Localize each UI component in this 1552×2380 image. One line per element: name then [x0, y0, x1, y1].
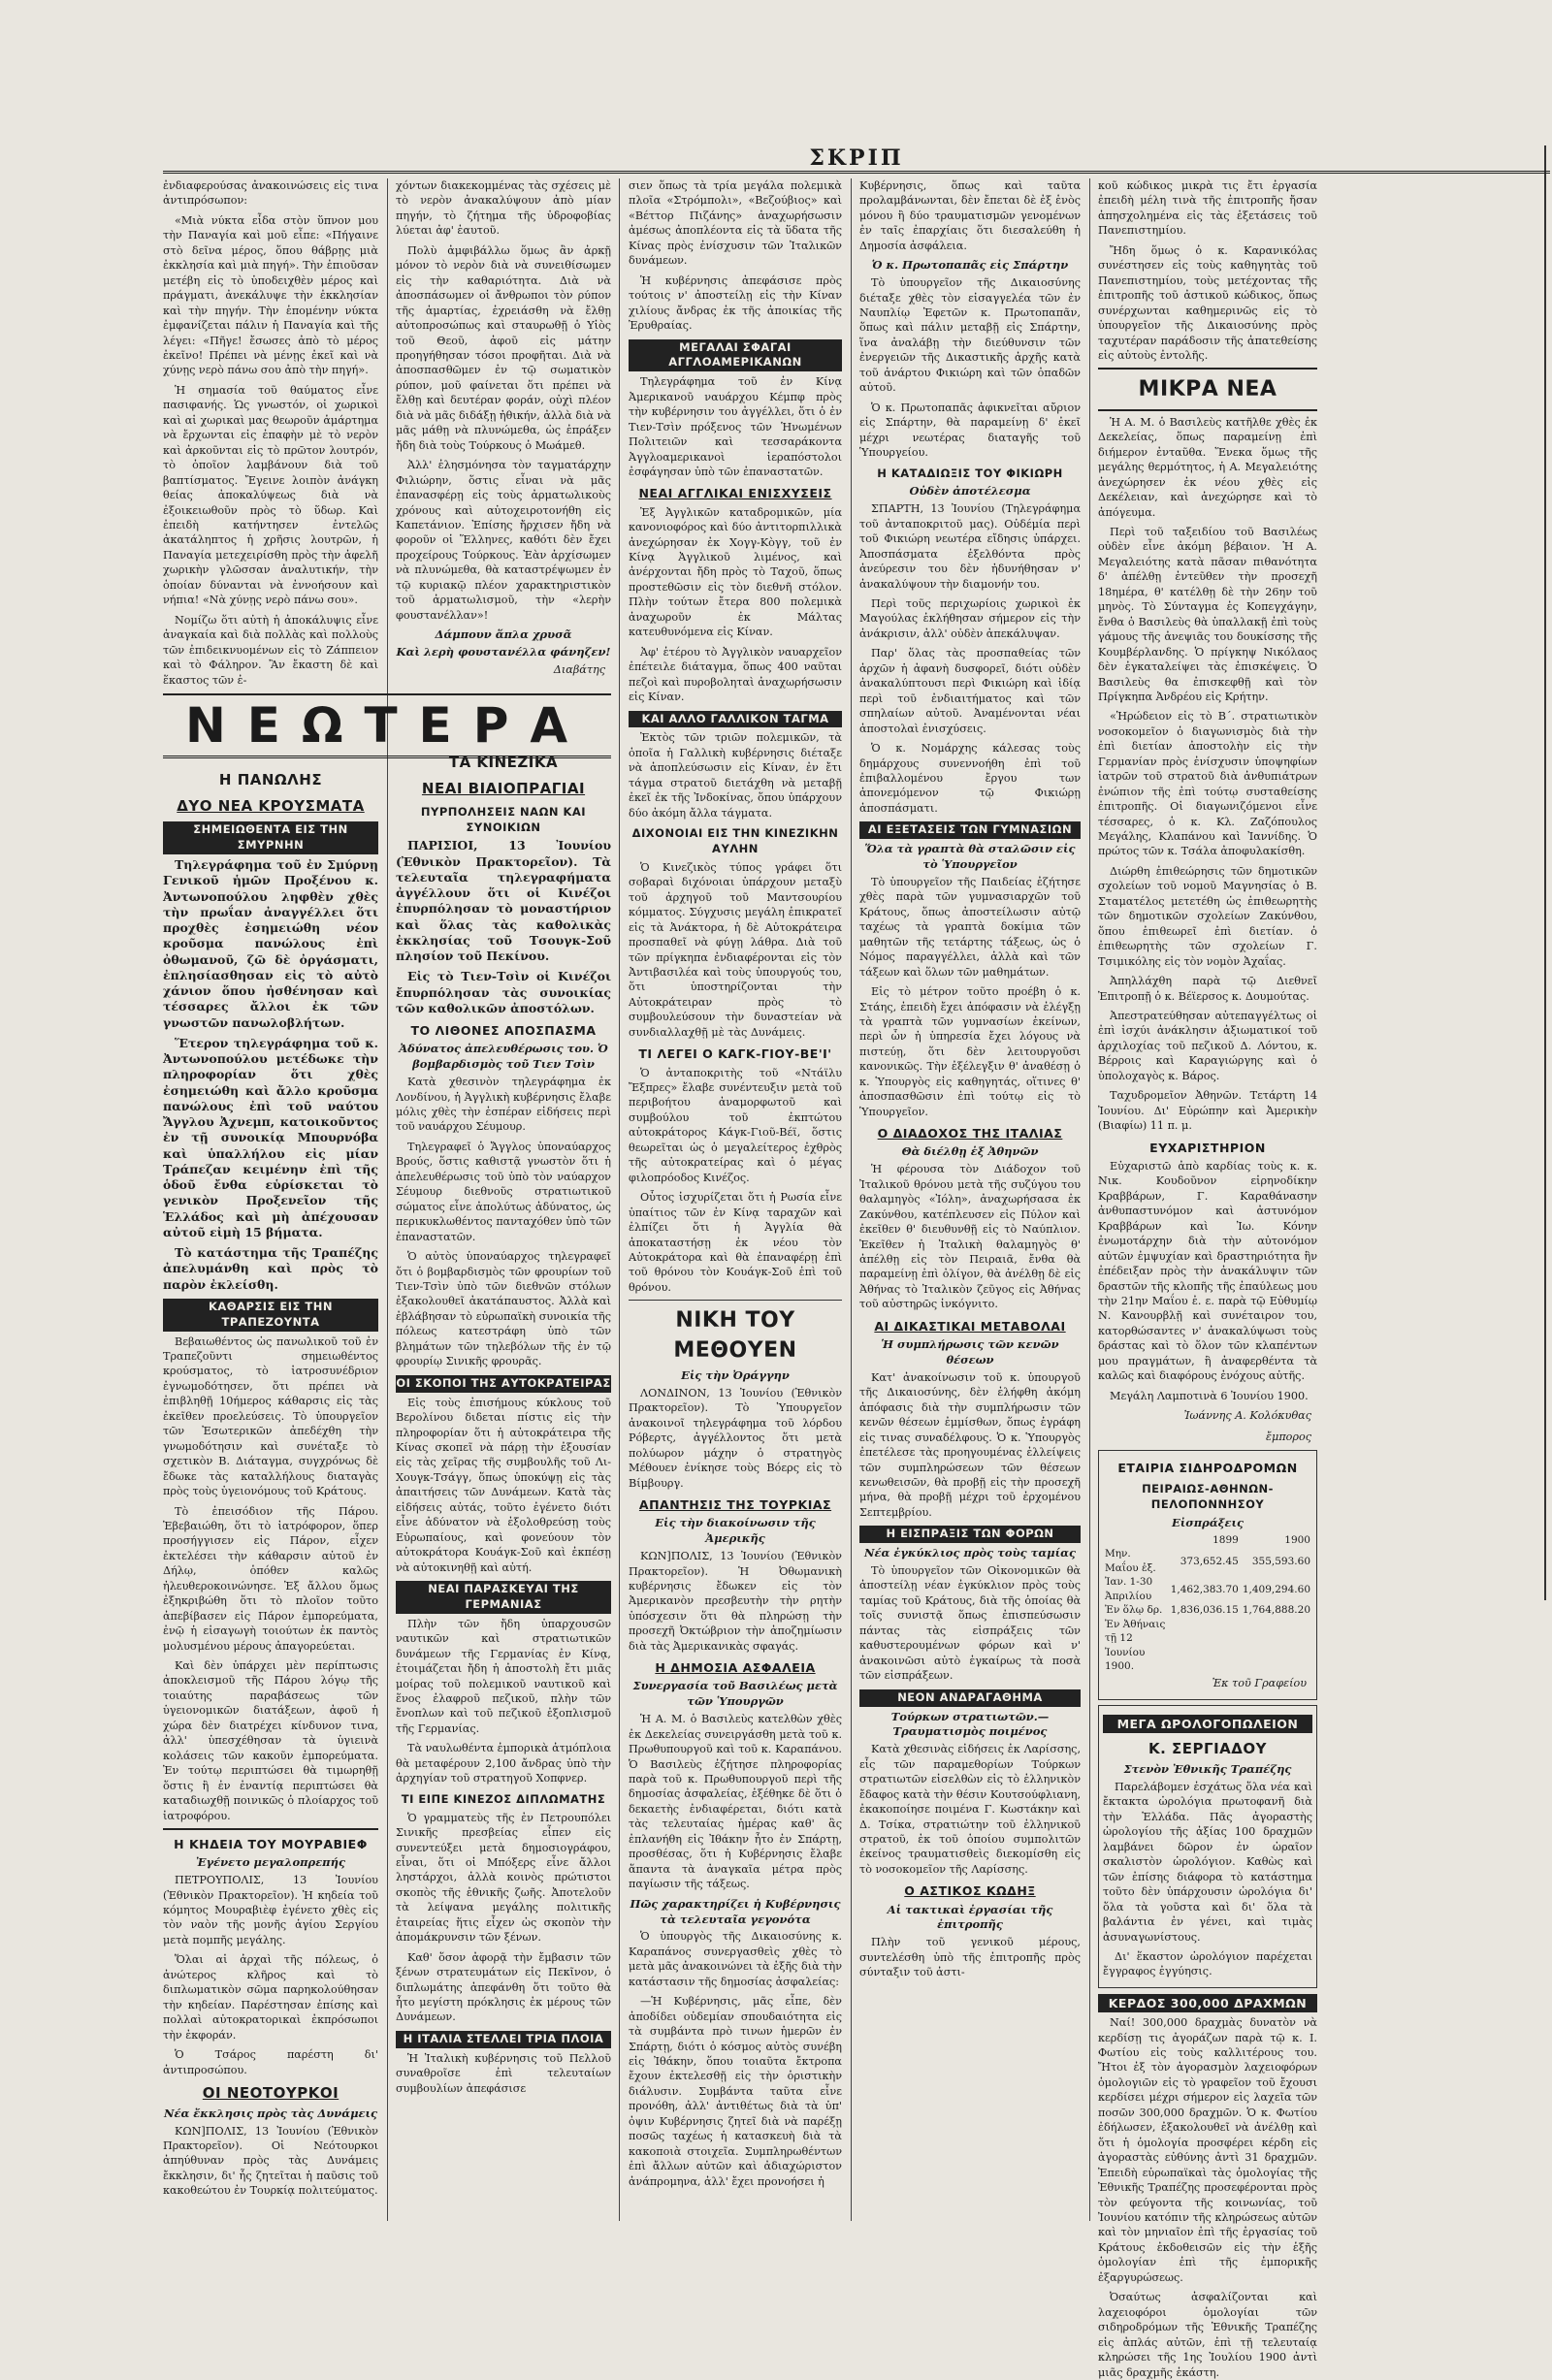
divider: [629, 1300, 842, 1301]
col2-p11: Ἡ Ἰταλικὴ κυβέρνησις τοῦ Πελλοῦ συναθροῖσε ἐπὶ τελευταίων συμβουλίων ἀπεφάσισε: [396, 2051, 611, 2095]
divider: [1098, 409, 1317, 411]
subtitle-apospasma: Ἀδύνατος ἀπελευθέρωσις του. Ὁ βομβαρδισμὸς τοῦ Τιεν Τσὶν: [399, 1042, 608, 1072]
col3-p6: Ὁ ἀνταποκριτὴς τοῦ «Ντάϊλυ Ἔξπρες» ἔλαβε συνέντευξιν μετὰ τοῦ περιβοήτου ἀναμορφωτοῦ καὶ συμβούλου τοῦ ἐκπτώτου αὐτοκράτορος Κάγκ-Γιοῦ-Βέϊ, ὅστις θεωρεῖται ὡς ὁ μεγαλείτερος ἐχθρὸς τῆς αὐτοκρατείρας καὶ ὁ μέγας φιλοπρόοδος Κινέζος.: [629, 1066, 842, 1184]
col2-p3: Κατὰ χθεσινὸν τηλεγράφημα ἐκ Λονδίνου, ἡ Ἀγγλικὴ κυβέρνησις ἔλαβε μόλις χθὲς τὴν ἐσπέραν εἰδήσεις περὶ τοῦ ναυάρχου Σέυμουρ.: [396, 1076, 611, 1134]
col1-p2: Ἕτερον τηλεγράφημα τοῦ κ. Ἀντωνοπούλου μετέδωκε τὴν πληροφορίαν ὅτι χθὲς ἐσημειώθη καὶ ἄλλο κροῦσμα πανώλους ἐπὶ τοῦ ναύτου Ἄγγλου Ἀχνεμπ, κατοικοῦντος ἐν τῇ συνοικίᾳ Μπουρνόβα καὶ ὑπαλλήλου εἰς μίαν Τράπεζαν κειμένην ἐπὶ τῆς ὁδοῦ ἔνθα εὑρίσκεται τὸ γενικὸν Προξενεῖον τῆς Ἑλλάδος καὶ μὴ ἀπέχουσαν αὐτοῦ εἰμὴ 15 βήματα.: [163, 1035, 378, 1239]
watch-shop-ad: [1098, 1705, 1317, 1988]
subtitle-egkyklios: Νέα ἐγκύκλιος πρὸς τοὺς ταμίας: [863, 1546, 1077, 1560]
col2-p4: Τηλεγραφεῖ ὁ Ἄγγλος ὑποναύαρχος Βρούς, ὅστις καθιστᾷ γνωστὸν ὅτι ἡ ἀπελευθέρωσις τοῦ ὑπὸ τὸν ναύαρχον Σέυμουρ διεθνοῦς στρατιωτικοῦ σώματος εἶνε ἀπολύτως ἀδύνατος, ὡς περικυκλωθέντος πανταχόθεν ὑπὸ τῶν ἐπαναστατῶν.: [396, 1140, 611, 1243]
subhead-galliko-tagma: ΚΑΙ ΑΛΛΟ ΓΑΛΛΙΚΟΝ ΤΑΓΜΑ: [629, 711, 842, 728]
subtitle-kyvernisis: Πῶς χαρακτηρίζει ἡ Κυβέρνησις τὰ τελευταῖα γεγονότα: [630, 1896, 841, 1926]
divider: [1098, 368, 1317, 370]
masthead: [163, 145, 1550, 174]
subhead-foroi: Η ΕΙΣΠΡΑΞΙΣ ΤΩΝ ΦΟΡΩΝ: [859, 1526, 1081, 1543]
subhead-gymnasia: ΑΙ ΕΞΕΤΑΣΕΙΣ ΤΩΝ ΓΥΜΝΑΣΙΩΝ: [859, 821, 1081, 839]
col4-p13: Πλὴν τοῦ γενικοῦ μέρους, συντελέσθη ὑπὸ τῆς ἐπιτροπῆς πρὸς σύνταξιν τοῦ ἀστι-: [859, 1936, 1081, 1979]
col3-p9: ΚΩΝ]ΠΟΛΙΣ, 13 Ἰουνίου (Ἐθνικὸν Πρακτορεῖον). Ἡ Ὀθωμανικὴ κυβέρνησις ἔδωκεν εἰς τὸν Ἀμερικανὸν πρεσβευτὴν τὴν ρητὴν ὑπόσχεσιν ὅτι θὰ πληρώσῃ τὴν προσεχῆ Ὀκτώβριον τὴν ἀποζημίωσιν διὰ τὰς Ἀμερικανικὰς σφαγάς.: [629, 1550, 842, 1653]
col5-p0: κοῦ κώδικος μικρὰ τις ἔτι ἐργασία ἐπειδὴ μέλη τινὰ τῆς ἐπιτροπῆς ἤσαν ἀπησχολημένα εἰς τὰς ἐξετάσεις τοῦ Πανεπιστημίου.: [1098, 179, 1317, 238]
col3-p0: σιεν ὅπως τὰ τρία μεγάλα πολεμικὰ πλοῖα «Στρόμπολι», «Βεζούβιος» καὶ «Βέττορ Πιζάνης» ἀναχωρήσωσιν ἀμέσως ἀποπλέοντα εἰς τὰ ὕδατα τῆς Κίνας πρὸς ἐνίσχυσιν τῶν Ἰταλικῶν δυνάμεων.: [629, 179, 842, 268]
col3-p11: Ὁ ὑπουργὸς τῆς Δικαιοσύνης κ. Καραπάνος συνεργασθεὶς χθὲς τὸ μετὰ μᾶς ἀνακοινώνει τὰ ἑξῆς διὰ τὴν κατάστασιν τῆς δημοσίας ἀσφαλείας:: [629, 1930, 842, 1988]
col1-p5: Τὸ ἐπεισόδιον τῆς Πάρου. Ἐβεβαιώθη, ὅτι τὸ ἰατρόφορον, ὅπερ προσήγγισεν εἰς Πάρον, εἶχεν ἐκτελέσει τὴν κάθαρσιν αὐτοῦ ἐν Δήλῳ, ὁπόθεν καλῶς ἠλευθεροκοινώνησε. Ἐξ ἄλλου ὅμως ἐξηκριβώθη ὅτι τὸ πλοῖον τοῦτο ἀπεβίβασεν εἰς Πάρον ἐμπορεύματα, ἐνῷ ἡ εἰσαγωγὴ τοιούτων ἐκ παντὸς μολυσμένου μέρους ἀπαγορεύεται.: [163, 1504, 378, 1653]
signature-emporos: ἔμπορος: [1266, 1430, 1311, 1443]
col2-p7: Πλὴν τῶν ἤδη ὑπαρχουσῶν ναυτικῶν καὶ στρατιωτικῶν δυνάμεων τῆς Γερμανίας ἐν Κίνᾳ, ἑτοιμάζεται ἤδη ἡ ἀποστολὴ ἔτι μιᾶς μοίρας τοῦ πολεμικοῦ ναυτικοῦ καὶ ἕνος ἐλαφροῦ πεζικοῦ, πλὴν τῶν ἔνοπλων καὶ τοῦ πεζικοῦ ἐξοπλισμοῦ τῆς Γερμανίας.: [396, 1617, 611, 1735]
col2-top-p3: Ἀλλ' ἐλησμόνησα τὸν ταγματάρχην Φιλιώρην, ὅστις εἶναι νὰ μᾶς ἐπανασφέρῃ εἰς τοὺς ἀρματωλικοὺς χρόνους καὶ αὐτοχειροτονήθη εἰς Καπετάνιον. Ἐπίσης ἤρχισεν ἤδη νὰ φοροῦν οἱ Ἕλληνες, καθότι δὲν ἔχει προχείρους Τούρκους. Ἐὰν ἀρχίσωμεν νὰ πλυνώμεθα, θὰ καταστρέψωμεν ἐν τῷ κυριακῷ πλέον χαρακτηριστικὸν τοῦ ἀρματωλισμοῦ, τὴν «λερὴν φουστανέλλαν»!: [396, 459, 611, 622]
poem-line-1: Δάμπουν ἅπλα χρυσᾶ: [435, 627, 572, 642]
column-rule: [1089, 178, 1090, 2221]
col4-p12: Κατὰ χθεσινὰς εἰδήσεις ἐκ Λαρίσσης, εἷς τῶν παραμεθορίων Τούρκων στρατιωτῶν εἰσελθὼν εἰς τὸ ἑλληνικὸν ἔδαφος κατὰ τὴν θέσιν Κουτσούφλιανη, ἐκακοποίησε ποιμένα Γ. Κωστάκην καὶ Δ. Τσίκα, στρατιώτην τοῦ ἑλληνικοῦ στρατοῦ, ἐκ τοῦ ὁποίου συμπολιτῶν ἐκείνος τραυματισθεὶς διεκομίσθη εἰς τὸ νοσοκομεῖον τῆς Λαρίσσης.: [859, 1743, 1081, 1876]
subtitle-eispraxeis: Εἰσπράξεις: [1171, 1516, 1245, 1530]
col2-top-p2: Πολὺ ἀμφιβάλλω ὅμως ἂν ἀρκῇ μόνον τὸ νερὸν διὰ νὰ συνειθίσωμεν εἰς τὴν καθαριότητα. Διὰ νὰ ἀποσπάσωμεν οἱ ἄνθρωποι τὸν ρύπον τῆς ἁμαρτίας, ἐχρειάσθη νὰ ἔλθῃ αὐτοπροσώπως καὶ σταυρωθῇ ὁ Υἱὸς τοῦ Θεοῦ, ἀφοῦ εἰς μάτην προηγήθησαν τόσοι προφῆται. Διὰ νὰ ἀποσπασθῶμεν ἐν τῷ σωματικὸν ρύπον, μοῦ φαίνεται ὅτι πρέπει νὰ ἔλθῃ καὶ δευτέραν φοράν, οὐχὶ πλέον διὰ νὰ μᾶς διδάξῃ ἠθικήν, ἀλλὰ διὰ νὰ μᾶς μάθῃ νὰ πλυνώμεθα, ὡς ἐπράξεν ἤδη διὰ τοὺς Τούρκους ὁ Μωάμεθ.: [396, 243, 611, 452]
subtitle-symplirosis: Ἡ συμπλήρωσις τῶν κενῶν θέσεων: [881, 1337, 1059, 1367]
col1-top-p3: Ἡ σημασία τοῦ θαύματος εἶνε πασιφανής. Ὡς γνωστόν, οἱ χωρικοὶ καὶ αἱ χωρικαὶ μας θεωροῦν ἁμάρτημα νὰ ἔρχωνται εἰς ἐπαφὴν μὲ τὸ νερὸν καὶ ἀρκοῦνται εἰς τὸ πρῶτον λουτρόν, τὸ ὁποῖον λαμβάνουν διὰ τοῦ βαπτίσματος. Ἔγεινε λοιπὸν ἀνάγκη θείας ἀποκαλύψεως διὰ νὰ ἐξοικειωθοῦν πρὸς τὸ ὕδωρ. Καὶ ἐπειδὴ κατήντησεν ἐντελῶς ἀκατάληπτος ἡ χρῆσις λουτρῶν, ἡ Παναγία μετεχειρίσθη πρὸς τὴν ἀφελῆ χωρικὴν γλῶσσαν ἀναλυτικήν, τὴν ὁποίαν δύνανται νὰ ἐννοήσουν καὶ νήπια! «Νὰ χύνῃς νερὸ πάνω σου».: [163, 383, 378, 607]
column-1: [163, 178, 378, 2221]
col4-p0: Κυβέρνησις, ὅπως καὶ ταῦτα προλαμβάνωνται, δὲν ἔπεται δὲ ἐξ ἑνὸς μόνου ἢ δύο τραυματισμῶν γενομένων ἐν ταῖς ἐπαρχίαις ὅτι διεσαλεύθη ἡ Δημοσία ἀσφάλεια.: [859, 179, 1081, 252]
col5-p3: Περὶ τοῦ ταξειδίου τοῦ Βασιλέως οὐδὲν εἶνε ἀκόμη βέβαιον. Ἡ Α. Μεγαλειότης κατὰ πᾶσαν πιθανότητα δ' ἀπέλθῃ ἐντεῦθεν τὴν προσεχῆ 18ημέρα, θ' κατέλθῃ δὲ τὴν 26ην τοῦ μηνὸς. Τὸ Σύνταγμα ἐς Κοπεγχάγην, ἔνθα ὁ Βασιλεὺς θὰ ὑπαλλακῇ ἐπὶ τοὺς γάμους τῆς ἀνεψιᾶς του δουκίσσης τῆς Κουμβέρλανδης. Ὁ πρίγκηψ Νικόλαος δὲν ἐγκαταλείψει τὰς ἐπισκέψεις. Ὁ Βασιλεὺς θα ἐπισκεφθῇ καὶ τὸν Πρίγκηπα Ἀνδρέου εἰς Κρήτην.: [1098, 525, 1317, 703]
column-rule: [851, 178, 852, 2221]
col4-p6: Ὁ κ. Νομάρχης κάλεσας τοὺς δημάρχους συνεννοήθη ἐπὶ τοῦ ἐπιβαλλομένου ἔργου των ἀπονεμόμενον τῷ Φικιώρῃ ἀποσπάσματι.: [859, 742, 1081, 815]
author-signature: Διαβάτης: [553, 662, 605, 676]
col1-p1: Τηλεγράφημα τοῦ ἐν Σμύρνῃ Γενικοῦ ἡμῶν Προξένου κ. Ἀντωνοπούλου ληφθὲν χθὲς τὴν πρωΐαν ἀναγγέλλει ὅτι προχθὲς ἐσημειώθη νέον κροῦσμα πανώλους ἐπὶ ὀθωμανοῦ, ζῶ δὲ ὀργάσματι, ἐπλησίασθησαν εἰς τὸ αὐτὸ χάνιον ὅπου ἠσθένησαν καὶ τέσσαρες ἄλλοι ἐκ τῶν γνωστῶν πανωλοβλήτων.: [163, 857, 378, 1030]
headline-peiraios: ΠΕΙΡΑΙΩΣ-ΑΘΗΝΩΝ-ΠΕΛΟΠΟΝΝΗΣΟΥ: [1142, 1482, 1274, 1512]
subtitle-stenon: Στενὸν Ἐθνικῆς Τραπέζης: [1123, 1762, 1292, 1777]
subtitle-oraggi: Εἰς τὴν Ὀράγγην: [681, 1368, 790, 1383]
column-5: [1098, 178, 1317, 2379]
col2-p6: Εἰς τοὺς ἐπισήμους κύκλους τοῦ Βερολίνου διδεται πίστις εἰς τὴν πληροφορίαν ὅτι ἡ αὐτοκράτειρα τῆς Κίνας σκοπεῖ νὰ πάρῃ τὴν ἐξουσίαν εἰς τὰς χεῖρας τῆς συμβουλῆς τοῦ Λι-Χουγκ-Τσάγγ, ὅπως ὑποκύψῃ εἰς τὰς ἀπαιτήσεις τῶν Δυνάμεων. Κατὰ τὰς εἰδήσεις αὐτάς, τοῦτο ἐγένετο διότι εἶνε ἀδύνατον νὰ ἐξολοθρεύσῃ τοὺς Εὐρωπαίους, καὶ φονεύουν τὸν αὐτοκράτορα Κουάγκ-Σοῦ καὶ ἐκπέσῃ νὰ αὐτοκινηθῇ καὶ αὐτή.: [396, 1396, 611, 1574]
col4-p1: Τὸ ὑπουργεῖον τῆς Δικαιοσύνης διέταξε χθὲς τὸν εἰσαγγελέα τῶν ἐν Ναυπλίῳ Ἐφετῶν κ. Πρωτοπαπᾶν, ὅπως καὶ πάλιν μεταβῇ εἰς Σπάρτην, ἵνα ἀναλάβῃ τὴν διεύθυνσιν τῶν ἐνεργειῶν τῆς Δικαστικῆς ἀρχῆς κατὰ τοῦ ἀνάρτου Φικιώρη καὶ τῶν ὀπαδῶν αὐτοῦ.: [859, 276, 1081, 395]
col1-top-p2: «Μιὰ νύκτα εἶδα στὸν ὕπνον μου τὴν Παναγία καὶ μοῦ εἶπε: «Πήγαινε στὸ δεῖνα μέρος, ὅπου θάβρῃς μιὰ ἐκκλησία καὶ μιὰ πηγή». Τὴν ἐπιοῦσαν μετέβη εἰς τὸ ὑποδειχθὲν μέρος καὶ πράγματι, ἀνεκάλυψε τὴν ἐκκλησίαν καὶ τὴν πηγήν. Τὴν ἑπομένην νύκτα ἐμφανίζεται πάλιν ἡ Παναγία καὶ τῆς λέγει: «Πῆγε! ἔσωσες ἀπὸ τὸ μέρος ἐκεῖνο! Πρέπει νὰ μένῃς ἐκεῖ καὶ νὰ χύνῃς νερὸ πάνω σου ἀπὸ τὴν πηγή».: [163, 213, 378, 377]
col1-p9: Ὁ Τσάρος παρέστη δι' ἀντιπροσώπου.: [163, 2048, 378, 2076]
headline-tourkia: ΑΠΑΝΤΗΣΙΣ ΤΗΣ ΤΟΥΡΚΙΑΣ: [638, 1497, 832, 1513]
headline-astikos-kodix: Ο ΑΣΤΙΚΟΣ ΚΩΔΗΞ: [904, 1883, 1036, 1899]
headline-panolis: Η ΠΑΝΩΛΗΣ: [218, 770, 323, 788]
col5-p4: «Ἡρώδειον εἰς τὸ Β΄. στρατιωτικὸν νοσοκομεῖον ὁ διαγωνισμὸς διὰ τὴν ἐπὶ διετίαν ἀποστολὴν εἰς τὴν Γερμανίαν πρὸς ἐνίσχυσιν ὑποψηφίων ἰατρῶν τοῦ στρατοῦ διὰ ἀνθυπιάτρων ἐνώπιον τῆς ἐπὶ τούτῳ συσταθείσης ἐπιτροπῆς. Οἱ διαγωνιζόμενοι εἶνε τέσσαρες, ὁ κ. Κλ. Ζαζόπουλος Μεγάλης, Κλαπάνου καὶ Ἰαννίδης. Ὁ πρώτος τῶν κ. Τσάλα ἀποφυλακίσθη.: [1098, 710, 1317, 858]
subhead-smyrni: ΣΗΜΕΙΩΘΕΝΤΑ ΕΙΣ ΤΗΝ ΣΜΥΡΝΗΝ: [163, 821, 378, 854]
col4-p5: Παρ' ὅλας τὰς προσπαθείας τῶν ἀρχῶν ἡ ἀφανὴ δυσφορεῖ, διότι οὐδὲν ἀνακαλύπτουσι περὶ Φικιώρη καὶ ἰδίᾳ περὶ τοῦ ἐνδιαιτήματος καὶ τῶν σπηλαίων αὐτοῦ. Ἀναμένονται νέαι ἀποστολαὶ ἐνισχύσεις.: [859, 647, 1081, 735]
col5-p5: Διώρθη ἐπιθεώρησις τῶν δημοτικῶν σχολείων τοῦ νομοῦ Μαγνησίας ὁ Β. Σταματέλος μετετέθη ὡς ἐπιθεωρητὴς τῶν δημοτικῶν σχολείων Ζακύνθου, ὅπου ἐπιθεωρεῖ ἐπὶ διετίαν. ὁ ἐπιθεωρητὴς τῶν σχολείων Γ. Τσιμικόλης εἰς τὸν νομὸν Ἀχαΐας.: [1098, 864, 1317, 968]
headline-eucharistirion: ΕΥΧΑΡΙΣΤΗΡΙΟΝ: [1149, 1140, 1266, 1155]
col1-top-p4: Νομίζω ὅτι αὐτὴ ἡ ἀποκάλυψις εἶνε ἀναγκαία καὶ διὰ πολλὰς καὶ πολλοὺς τῶν ἐπιδεικνυομένων εἰς τὸ Ζάππειον καὶ τὸ Φάληρον. Ἂν ἔκαστη δὲ καὶ ἕκαστος τῶν ἐ-: [163, 613, 378, 687]
col2-p1: ΠΑΡΙΣΙΟΙ, 13 Ἰουνίου (Ἐθνικὸν Πρακτορεῖον). Τὰ τελευταῖα τηλεγραφήματα ἀγγέλλουν ὅτι οἱ Κινέζοι ἐπυρπόλησαν τὸ μοναστήριον καὶ ὅλας τὰς καθολικὰς ἐκκλησίας τοῦ Τσουγκ-Σοῦ πλησίον τοῦ Πεκίνου.: [396, 838, 611, 964]
headline-kagk-giou-vei: ΤΙ ΛΕΓΕΙ Ο ΚΑΓΚ-ΓΙΟΥ-ΒΕ'Ι': [638, 1046, 832, 1062]
railway-signature: Ἐκ τοῦ Γραφείου: [1212, 1676, 1307, 1689]
col5-p9: Εὐχαριστῶ ἀπὸ καρδίας τοὺς κ. κ. Νικ. Κουδοῦνον εἰρηνοδίκην Κραββάρων, Γ. Καραθάνασην ἀνθυπαστυνόμον καὶ ἀστυνόμον Κραββάρων καὶ Ἰω. Κόνην ἐνωμοτάρχην διὰ τὴν αὐτονόμον αὐτῶν ἐμψυχίαν καὶ δραστηριότητα ἣν ἐπέδειξαν πρὸς τὴν ἀνακάλυψιν τῶν δραστῶν τῆς κλοπῆς τῆς ἐπαύλεως μου τὴν 21ην Μαΐου ἐ. ε. παρὰ τῷ Εὐθυμίῳ Ν. Κανουρβλῇ καὶ συνέταιρον του, κατορθώσαντες ν' ἀνακαλύψωσι τοὺς δράστας καὶ τὸ ὅλον τῶν κλαπέντων μου πραγμάτων, ἣ ἀναφερθέντα τὰ καλῶς καὶ διαφόρους ἐνόχους αὐτῆς.: [1098, 1159, 1317, 1383]
column-4: [859, 178, 1081, 2221]
railway-ad: [1098, 1450, 1317, 1700]
col3-p12: —Ἡ Κυβέρνησις, μᾶς εἶπε, δὲν ἀποδίδει οὐδεμίαν σπουδαιότητα εἰς τὰ συμβάντα πρὸ τινων ἡμερῶν ἐν Σπάρτῃ, διότι ὁ κόσμος αὐτὸς συνέβη εἰς Ἰθάκην, ὅπου τοιαῦτα ἔκτροπα ἔχουν ἐκτελεσθῇ εἰς τὴν ὁριστικὴν διάλυσιν. Συμβάντα ταῦτα εἶνε προνόθη, ἀλλ' ἀντιθέτως διὰ τὰ ὑπ' ὀψιν Κυβέρνησις ζητεῖ διὰ νὰ παρέξῃ ποσῶς ταχέως ἡ κατασκευὴ διὰ τὰ κακοποιὰ στοιχεῖα. Συμπληρωθέντων ἐπὶ ἄλλων αὐτῶν καὶ ἀδιαχώριστον ἀνάπρομηνα, ἀλλ' ἔχει προνοήσει ἡ: [629, 1995, 842, 2188]
signature-kolokythas: Ἰωάννης Α. Κολόκυθας: [1183, 1409, 1311, 1423]
headline-mikra-nea: ΜΙΚΡΑ ΝΕΑ: [1138, 377, 1277, 402]
headline-enisxyseis: ΝΕΑΙ ΑΓΓΛΙΚΑΙ ΕΝΙΣΧΥΣΕΙΣ: [638, 486, 832, 501]
col5-p14: Ὀσαύτως ἀσφαλίζονται καὶ λαχειοφόροι ὁμολογίαι τῶν σιδηροδρόμων τῆς Ἐθνικῆς Τραπέζης εἰς ἀπλάς αὐτῶν, ἐπὶ τῇ τελευταίᾳ κληρώσει τῆς 1ης Ἰουλίου 1900 ἀντὶ μιᾶς δραχμῆς ἑκάστη.: [1098, 2291, 1317, 2379]
col2-top-p1: χόντων διακεκομμένας τὰς σχέσεις μὲ τὸ νερὸν ἀνακαλύψουν ἀπὸ μίαν πηγήν, τὸ ζήτημα τῆς ὑδροφοβίας λύεται ἀφ' ἑαυτοῦ.: [396, 179, 611, 238]
table-row: Ἐν ὅλῳ δρ. 1,836,036.15 1,764,888.20: [1105, 1604, 1310, 1617]
headline-apospasma: ΤΟ ΛΙΘΟΝΕΣ ΑΠΟΣΠΑΣΜΑ: [410, 1023, 597, 1039]
col3-p10: Ἡ Α. Μ. ὁ Βασιλεὺς κατελθὼν χθὲς ἐκ Δεκελείας συνειργάσθη μετὰ τοῦ κ. Πρωθυπουργοῦ καὶ τοῦ κ. Καραπάνου. Ὁ Βασιλεὺς ἐζήτησε πληροφορίας παρὰ τοῦ κ. Πρωθυπουργοῦ περὶ τῆς δημοσίας ἀσφαλείας, ἐξέθηκε δὲ ὅτι ὁ δεκαετὴς ἐνδιαφέρεται, διότι κατὰ τὰς τελευταίας ἡμέρας καθ' ἃς ἐπλανήθη εἰς Ἰθάκην ἦτο ἐν Σπάρτῃ, προσθέσας, ὅτι ἡ Κυβέρνησις ἔλαβε ἅπαντα τὰ ἀναγκαῖα μέτρα πρὸς παγίωσιν τῆς τάξεως.: [629, 1713, 842, 1891]
headline-mouraviev: Η ΚΗΔΕΙΑ ΤΟΥ ΜΟΥΡΑΒΙΕΦ: [174, 1837, 368, 1852]
col5-p6: Ἀπηλλάχθη παρὰ τῷ Διεθνεῖ Ἐπιτροπῇ ὁ κ. Βέϊερσος κ. Δουμούτας.: [1098, 975, 1317, 1003]
subhead-germania: ΝΕΑΙ ΠΑΡΑΣΚΕΥΑΙ ΤΗΣ ΓΕΡΜΑΝΙΑΣ: [396, 1581, 611, 1614]
col4-p11: Τὸ ὑπουργεῖον τῶν Οἰκονομικῶν θὰ ἀποστείλῃ νέαν ἐγκύκλιον πρὸς τοὺς ταμίας τοῦ Κράτους, διὰ τῆς ὁποίας θὰ τοῖς συνιστᾷ ὅπως ἐπισπεύσωσιν πάντας τὰς εἰσπράξεις τῶν καθυστερουμένων φόρων καὶ ν' ἀνακοινῶσι αὐτὸ ἐγκαίρως τὰ ποσὰ τῶν εἰσπράξεων.: [859, 1564, 1081, 1683]
col5-p10: Μεγάλη Λαμποτινὰ 6 Ἰουνίου 1900.: [1110, 1389, 1309, 1402]
col5-p12: Δι' ἕκαστον ὡρολόγιον παρέχεται ἔγγραφος ἐγγύησις.: [1103, 1949, 1312, 1978]
subhead-skopoi: ΟΙ ΣΚΟΠΟΙ ΤΗΣ ΑΥΤΟΚΡΑΤΕΙΡΑΣ: [396, 1375, 611, 1393]
col1-top-p1: ἐνδιαφερούσας ἀνακοινώσεις εἰς τινα ἀντιπρόσωπον:: [163, 179, 378, 208]
headline-sergiadou: Κ. ΣΕΡΓΙΑΔΟΥ: [1148, 1740, 1267, 1758]
col4-p4: Περὶ τοῦς περιχωρίοις χωρικοὶ ἐκ Μαγούλας ἐκλήθησαν σήμερον εἰς τὴν ἀνάκρισιν, ἀλλ' οὐδὲν ἀπεκάλυψαν.: [859, 597, 1081, 640]
col4-p7: Τὸ ὑπουργεῖον τῆς Παιδείας ἐζήτησε χθὲς παρὰ τῶν γυμνασιαρχῶν τοῦ Κράτους, ὅπως ἀποστείλωσιν αὐτῷ ταχέως τὰ γραπτὰ δοκίμια τῶν μαθητῶν τῆς τετάρτης τάξεως, ὡς ὁ Νόμος παραγγέλλει, ἀλλὰ καὶ τῶν τάξεων καὶ ὅλων τῶν μαθημάτων.: [859, 875, 1081, 979]
headline-asfaleia: Η ΔΗΜΟΣΙΑ ΑΣΦΑΛΕΙΑ: [655, 1660, 816, 1676]
subtitle-tourkia: Εἰς τὴν διακοίνωσιν τῆς Ἀμερικῆς: [655, 1516, 816, 1546]
col5-p8: Ταχυδρομεῖον Ἀθηνῶν. Τετάρτη 14 Ἰουνίου. Δι' Εὐρώπην καὶ Ἀμερικὴν (Βιαφίω) 11 π. μ.: [1098, 1089, 1317, 1133]
subtitle-grapta: Ὅλα τὰ γραπτὰ θὰ σταλῶσιν εἰς τὸ Ὑπουργεῖον: [864, 842, 1076, 872]
headline-etairia: ΕΤΑΙΡΙΑ ΣΙΔΗΡΟΔΡΟΜΩΝ: [1117, 1461, 1298, 1476]
headline-niki-methouen: ΝΙΚΗ ΤΟΥ ΜΕΘΟΥΕΝ: [673, 1308, 797, 1363]
col3-p7: Οὗτος ἰσχυρίζεται ὅτι ἡ Ρωσία εἶνε ὑπαίτιος τῶν ἐν Κίνᾳ ταραχῶν καὶ ἐλπίζει ὅτι ἡ Ἀγγλία θὰ ἀποκαταστήσῃ ἐκ νέου τὸν Αὐτοκράτορα καὶ θὰ ἐπαναφέρῃ ἐπὶ τοῦ θρόνου τὸν Κουάγκ-Σοῦ ἐπὶ τοῦ θρόνου.: [629, 1191, 842, 1294]
col3-p5: Ὁ Κινεζικὸς τύπος γράφει ὅτι σοβαραὶ διχόνοιαι ὑπάρχουν μεταξὺ τοῦ ἀρχηγοῦ τοῦ Μαντσουρίου κόμματος. Σύγχυσις μεγάλη ἐπικρατεῖ εἰς τὰ Ἀνάκτορα, ἡ δὲ Αὐτοκράτειρα προσπαθεῖ νὰ φύγῃ λάθρα. Διὰ τοῦ τῶν πρίγκηπα ἐνδιαφέρονται εἰς τὸν Ἀντιβασιλέα καὶ τοὺς ὑπουργούς του, ὅτι ὑποστηρίζονται τὴν Αὐτοκράτειραν πρὸς τὸ συμβουλεύσουν τὴν δυναστείαν νὰ συνδιαλλαχθῇ μὲ τὰς Δυνάμεις.: [629, 860, 842, 1039]
revenue-table: [1103, 1533, 1312, 1674]
subhead-trapezounta: ΚΑΘΑΡΣΙΣ ΕΙΣ ΤΗΝ ΤΡΑΠΕΖΟΥΝΤΑ: [163, 1299, 378, 1332]
col5-p13: Ναί! 300,000 δραχμὰς δυνατὸν νὰ κερδίσῃ τις ἀγοράζων παρὰ τῷ κ. Ι. Φωτίου εἰς τοὺς καλλιτέρους του. Ἤτοι ἐξ τὸν ἀγορασμὸν λαχειοφόρων ὁμολογιῶν εἰς τὸ γραφεῖον τοῦ ἔχουσι κερδίσει μέχρι σήμερον εἰς λαχεῖα τῶν ποσῶν 300,000 δραχμῶν. Ὁ κ. Φωτίου ἐδήλωσεν, ἐξακολουθεῖ νὰ ἀνέλθῃ καὶ ὅτι ἡ ὁμολογία προσφέρει κέρδη εἰς ἀγοραστὰς εὐθύνης ἀντὶ 31 δραχμῶν. Ἐπειδὴ εὐρωπαϊκαὶ τὰς ὁμολογίας τῆς Ἐθνικῆς Τραπέζης προσεφέρονται πρὸς τὸν φεύγοντα τῆς κοινωνίας, τοῦ Ἰουνίου κατόπιν τῆς κληρώσεως αὐτῶν καὶ τὸν μηνιαῖον ἐπὶ τῆς ἐργασίας τοῦ Κράτους ἐκδοθεισῶν εἰς τὴν ἑξῆς ὁμολογίαν ἐπὶ τῆς ἐμπορικῆς ἐξαργυρώσεως.: [1098, 2016, 1317, 2284]
col3-p8: ΛΟΝΔΙΝΟΝ, 13 Ἰουνίου (Ἐθνικὸν Πρακτορεῖον). Τὸ Ὑπουργεῖον ἀνακοινοῖ τηλεγράφημα τοῦ λόρδου Ρόβερτς, ἀγγέλλοντος ὅτι μετὰ πολύωρον μάχην ὁ στρατηγὸς Μέθουεν ἐνίκησε τοὺς Βόερς εἰς τὸ Βίμβουργ.: [629, 1386, 842, 1490]
headline-kerdos: ΚΕΡΔΟΣ 300,000 ΔΡΑΧΜΩΝ: [1098, 1994, 1317, 2012]
col4-p8: Εἰς τὸ μέτρον τοῦτο προέβη ὁ κ. Στάης, ἐπειδὴ ἔχει ἀπόφασιν νὰ ἐλέγξῃ τὰ γραπτὰ τῶν γυμνασίων ἐκείνων, περὶ ὧν ἡ ὑπηρεσία ἔχει λόγους νὰ πιστεύῃ, ὅτι δὲν λειτουργοῦσι κανονικῶς. Τὴν ἐξέλεγξιν θ' ἀναθέσῃ ὁ κ. Ὑπουργὸς εἰς καθηγητάς, οἵτινες θ' ἀποσπασθῶσιν ἐπὶ τούτῳ εἰς τὸ Ὑπουργεῖον.: [859, 985, 1081, 1118]
subhead-diplomatis: ΤΙ ΕΙΠΕ ΚΙΝΕΖΟΣ ΔΙΠΛΩΜΑΤΗΣ: [401, 1791, 606, 1806]
headline-diadoxos: Ο ΔΙΑΔΟΧΟΣ ΤΗΣ ΙΤΑΛΙΑΣ: [877, 1126, 1063, 1142]
table-row: 1899 1900: [1212, 1533, 1310, 1546]
col5-p7: Ἀπεστρατεύθησαν αὐτεπαγγέλτως οἱ ἐπὶ ἰσχύι ἀνάκλησιν ἀξιωματικοί τοῦ ἀρχιλοχίας τοῦ πεζικοῦ Δ. Λόντου, κ. Βέρροις καὶ Καραγιώργης καὶ ὁ ὑπολοχαγὸς κ. Βάρος.: [1098, 1010, 1317, 1082]
col2-p10: Καθ' ὅσον ἀφορᾷ τὴν ἔμβασιν τῶν ξένων στρατευμάτων εἰς Πεκῖνον, ὁ διπλωμάτης ἀπεφάνθη ὅτι τοῦτο θὰ ἦτο μεγίστη πρόκλησις ἐκ μέρους τῶν Δυνάμεων.: [396, 1950, 611, 2024]
neotera-banner: ΝΕΩΤΕΡΑ: [163, 693, 611, 758]
subhead-andragathima: ΝΕΟΝ ΑΝΔΡΑΓΑΘΗΜΑ: [859, 1689, 1081, 1707]
col2-p8: Τὰ ναυλωθέντα ἐμπορικὰ ἀτμόπλοια θὰ μεταφέρουν 2,100 ἄνδρας ὑπὸ τὴν ἀρχηγίαν τοῦ στρατηγοῦ Χοπφνερ.: [396, 1742, 611, 1785]
col1-p4: Βεβαιωθέντος ὡς πανωλικοῦ τοῦ ἐν Τραπεζοῦντι σημειωθέντος κρούσματος, τὸ ἰατροσυνέδριον ἐγνωμοδότησεν, ὅτι πρέπει νὰ ἐπιβληθῇ 10ήμερος κάθαρσις εἰς τὰς ἐκεῖθεν προελεύσεις. Τὸ ὑπουργεῖον τῶν Ἐσωτερικῶν ἀπεδέχθη τὴν γνωμοδότησιν καὶ συνέταξε τὸ σχετικὸν Β. Διάταγμα, συγχρόνως δὲ ἔδωκε τὰς καταλλήλους διαταγὰς πρὸς τοὺς ὑγειονόμους τοῦ Κράτους.: [163, 1335, 378, 1498]
headline-kinezika: ΤΑ ΚΙΝΕΖΙΚΑ: [448, 754, 559, 772]
col1-p8: Ὅλαι αἱ ἀρχαὶ τῆς πόλεως, ὁ ἀνώτερος κλῆρος καὶ τὸ διπλωματικὸν σῶμα παρηκολούθησαν τὴν κηδείαν. Παρέστησαν ἐπίσης καὶ πολλαὶ αὐτοκρατορικαὶ ἐκπρόσωποι τὴν ἐκφοράν.: [163, 1953, 378, 2042]
col3-p2: Ἐξ Ἀγγλικῶν καταδρομικῶν, μία κανονιοφόρος καὶ δύο ἀντιτορπιλλικὰ ἀνεχώρησαν ἐκ Χογγ-Κὸγγ, τοῦ ἐν Κίνᾳ Ἀγγλικοῦ λιμένος, καὶ ἀνέρχονται ἤδη πρὸς τὸ Ταχοῦ, ὅπως προστεθῶσιν εἰς τὸν διεθνῆ στόλον. Πλὴν τούτων ἔτερα 800 πολεμικὰ ἀναχωροῦν ἐκ Μάλτας κατευθυνόμενα εἰς Κίναν.: [629, 505, 842, 639]
subtitle-athinai: Θὰ διέλθῃ ἐξ Ἀθηνῶν: [901, 1144, 1039, 1159]
col2-p5: Ὁ αὐτὸς ὑποναύαρχος τηλεγραφεῖ ὅτι ὁ βομβαρδισμὸς τῶν φρουρίων τοῦ Τιεν-Τσὶν ὑπὸ τῶν διεθνῶν στόλων ἐξακολουθεῖ ἀκατάπαυστος. Ἀλλὰ καὶ ἐβλάβησαν τὸ εὐρωπαϊκὴ συνοικία τῆς πόλεως κατεστράφη ὑπὸ τῶν βλημάτων τῶν τηλεβόλων τῆς ἐν τῷ φρουρίῳ Σινικῆς φρουρᾶς.: [396, 1250, 611, 1368]
subtitle-neotourkoi: Νέα ἔκκλησις πρὸς τὰς Δυνάμεις: [163, 2106, 378, 2120]
table-row: Μην. Μαΐου ἐξ. 373,652.45 355,593.60: [1105, 1548, 1310, 1574]
subtitle-mouraviev: Ἐγένετο μεγαλοπρεπής: [196, 1855, 345, 1870]
masthead-title: ΣΚΡΙΠ: [809, 145, 904, 171]
subhead-sfagai: ΜΕΓΑΛΑΙ ΣΦΑΓΑΙ ΑΓΓΛΟΑΜΕΡΙΚΑΝΩΝ: [629, 339, 842, 372]
subtitle-ergasiai: Αἱ τακτικαὶ ἐργασίαι τῆς ἐπιτροπῆς: [887, 1902, 1053, 1932]
divider: [163, 1828, 378, 1830]
headline-neotourkoi: ΟΙ ΝΕΟΤΟΥΡΚΟΙ: [202, 2084, 340, 2103]
col3-p1: Τηλεγράφημα τοῦ ἐν Κίνᾳ Ἀμερικανοῦ ναυάρχου Κέμπφ πρὸς τὴν κυβέρνησιν του ἀγγέλλει, ὅτι ὁ ἐν Τιεν-Τσὶν πρόξενος τῶν Ἡνωμένων Πολιτειῶν καὶ τεσσαράκοντα Ἀγγλοαμερικανοὶ ἱεραπόστολοι ἐσφάγησαν ὑπὸ τῶν ἐπαναστατῶν.: [629, 375, 842, 478]
table-row: Ἐν Ἀθήναις τῇ 12 Ἰουνίου 1900.: [1105, 1618, 1166, 1673]
col5-p1: Ἤδη ὅμως ὁ κ. Καρανικόλας συνέστησεν εἰς τοὺς καθηγητὰς τοῦ Πανεπιστημίου, τοὺς μετέχοντας τῆς ἐπιτροπῆς τοῦ ἀστικοῦ κώδικος, ὅπως συνέρχωνται καθημερινῶς εἰς τὸ ὑπουργεῖον τῆς Δικαιοσύνης πρὸς ταχυτέραν παράδοσιν τῆς ἀπατεθείσης εἰς αὐτοὺς ἐντολῆς.: [1098, 243, 1317, 362]
col4-p10: Κατ' ἀνακοίνωσιν τοῦ κ. ὑπουργοῦ τῆς Δικαιοσύνης, δὲν ἐλήφθη ἀκόμη ἀπόφασις διὰ τὴν συμπλήρωσιν τῶν κενῶν θέσεων ἐμμίσθων, ὅπως ἐγράφη εἰς τινας συναδέλφους. Ὁ κ. Ὑπουργὸς ἐπετέλεσε τὰς προηγουμένας ἐλλείψεις τῶν συμπληρώσεων τῶν θέσεων κενωθεισῶν, θὰ προβῇ εἰς τὴν προσεχῆ μήνα, θὰ προβῇ μέχρι τοῦ ἐρχομένου Σεπτεμβρίου.: [859, 1370, 1081, 1519]
table-row: Ἰαν. 1-30 Ἀπριλίου 1,462,383.70 1,409,294.60: [1105, 1576, 1310, 1602]
column-rule: [619, 178, 620, 2221]
col2-p2: Εἰς τὸ Τιεν-Τσὶν οἱ Κινέζοι ἔπυρπόλησαν τὰς συνοικίας τῶν καθολικῶν ἀποστόλων.: [396, 969, 611, 1015]
col3-p0b: Ἡ κυβέρνησις ἀπεφάσισε πρὸς τούτοις ν' ἀποστείλῃ εἰς τὴν Κίναν χιλίους ἄνδρας ἐκ τῆς ἀποικίας τῆς Ἐρυθραίας.: [629, 273, 842, 333]
headline-orologopoleion: ΜΕΓΑ ΩΡΟΛΟΓΟΠΩΛΕΙΟΝ: [1103, 1715, 1312, 1733]
column-rule: [387, 178, 388, 2221]
headline-metavolai: ΑΙ ΔΙΚΑΣΤΙΚΑΙ ΜΕΤΑΒΟΛΑΙ: [874, 1318, 1066, 1334]
column-3: [629, 178, 842, 2221]
col4-p3: ΣΠΑΡΤΗ, 13 Ἰουνίου (Τηλεγράφημα τοῦ ἀνταποκριτοῦ μας). Οὐδέμία περὶ τοῦ Φικιώρη νεωτέρα εἴδησις ὑπάρχει. Ἀποσπάσματα ἐξελθόντα πρὸς ἀνεύρεσιν του δὲν ἠδυνήθησαν ν' ἀνακαλύψουν τὴν διαμονήν του.: [859, 502, 1081, 591]
col4-p9: Ἡ φέρουσα τὸν Διάδοχον τοῦ Ἰταλικοῦ θρόνου μετὰ τῆς συζύγου του θαλαμηγὸς «Ἰόλη», ἀναχωρήσασα ἐκ Ζακύνθου, κατέπλευσεν εἰς Πύλον καὶ ἐκεῖθεν θ' διευθυνθῇ εἰς τὸ Ναύπλιον. Ἐκεῖθεν ἡ Ἰταλικὴ θαλαμηγὸς θ' ἀπέλθῃ εἰς τὸν Πειραιᾶ, ἔνθα θὰ παραμείνῃ ἐπὶ ὀλίγον, θὰ ἀνέλθῃ δὲ εἰς Ἀθήνας τὸ Ἰταλικὸν ζεῦγος εἰς Ἀθήνας τοῦ αὐστηρῶς ἰνκόγνιτο.: [859, 1163, 1081, 1311]
col5-p11: Παρελάβομεν ἐσχάτως ὅλα νέα καὶ ἔκτακτα ὡρολόγια πρωτοφανῆ διὰ τὴν Ἑλλάδα. Πᾶς ἀγοραστὴς ὡρολογίου τῆς ἀξίας 100 δραχμῶν λαμβάνει δῶρον ἐν ὡραῖον σκαλιστὸν ὡρολόγιον. Καθὼς καὶ τῶν ἐπίσης διάφορα τὸ κατάστημα τοῦτο δὲν ὑπάρχουσιν ὡρολόγια δι' ὅλα τὰ γοῦστα καὶ δι' ὅλα τὰ βαλάντια ἐν γένει, καὶ τιμὰς ἀσυναγωνίστους.: [1103, 1780, 1312, 1944]
col3-p3: Ἀφ' ἑτέρου τὸ Ἀγγλικὸν ναυαρχεῖον ἐπέτειλε διάταγμα, ὅπως 400 ναῦται πεζοὶ καὶ πυροβοληταὶ ἀναχωρήσωσιν εἰς Κίναν.: [629, 645, 842, 704]
subhead-dixonoiai: ΔΙΧΟΝΟΙΑΙ ΕΙΣ ΤΗΝ ΚΙΝΕΖΙΚΗΝ ΑΥΛΗΝ: [631, 826, 839, 855]
subhead-fikioris: Η ΚΑΤΑΔΙΩΞΙΣ ΤΟΥ ΦΙΚΙΩΡΗ: [877, 466, 1063, 480]
subhead-italia: Η ΙΤΑΛΙΑ ΣΤΕΛΛΕΙ ΤΡΙΑ ΠΛΟΙΑ: [396, 2031, 611, 2048]
subtitle-synergasia: Συνεργασία τοῦ Βασιλέως μετὰ τῶν Ὑπουργῶν: [632, 1679, 838, 1709]
col2-p9: Ὁ γραμματεὺς τῆς ἐν Πετρουπόλει Σινικῆς πρεσβείας εἶπεν εἰς συνεντεύξει μετὰ δημοσιογράφου, εἶναι, ὅτι οἱ Μπόξερς εἶνε ἄλλοι ληστάρχοι, ἀλλὰ κοινὸς πρώτιστοι σκοπὸς τῆς ἐθνικῆς ζωῆς. Ἀποτελοῦν τὰ λείψανα μεγάλης πολιτικῆς ἑταιρείας ἥτις εἶχεν ὡς σκοπὸν τὴν ἀπομάκρυνσιν τῶν ξένων.: [396, 1811, 611, 1945]
subtitle-protopapas: Ὁ κ. Πρωτοπαπᾶς εἰς Σπάρτην: [871, 258, 1069, 273]
column-2: [396, 178, 611, 2221]
col1-p3: Τὸ κατάστημα τῆς Τραπέζης ἀπελυμάνθη καὶ πρὸς τὸ παρὸν ἐκλείσθη.: [163, 1245, 378, 1292]
poem-line-2: Καὶ λερὴ φουστανέλλα φάνηζεν!: [396, 645, 611, 659]
headline-dyo-krousmata: ΔΥΟ ΝΕΑ ΚΡΟΥΣΜΑΤΑ: [177, 796, 365, 815]
col1-p7: ΠΕΤΡΟΥΠΟΛΙΣ, 13 Ἰουνίου (Ἐθνικὸν Πρακτορεῖον). Ἡ κηδεία τοῦ κόμητος Μουραβιὲφ ἐγένετο χθὲς εἰς τὸν ναὸν τῆς μονῆς ἁγίου Σεργίου μετὰ πομπῆς μεγάλης.: [163, 1874, 378, 1946]
newspaper-page: [163, 145, 1550, 2379]
col5-p2: Ἡ Α. Μ. ὁ Βασιλεὺς κατῆλθε χθὲς ἐκ Δεκελείας, ὅπως παραμείνῃ ἐπὶ διήμερον ἐνταῦθα. Ἕνεκα ὅμως τῆς μεγάλης θερμότητος, ἡ Α. Μεγαλειότης ἀνεχώρησεν ἐκ νέου χθὲς εἰς Δεκέλειαν, καὶ ἀνεχώρησε καὶ τὸ ἀπόγευμα.: [1098, 415, 1317, 519]
col3-p4: Ἐκτὸς τῶν τριῶν πολεμικῶν, τὰ ὁποῖα ἡ Γαλλικὴ κυβέρνησις διέταξε νὰ ἀποπλεύσωσιν εἰς Κίναν, ἐν ἔτι τάγμα στρατοῦ διετάχθη νὰ μεταβῇ ἐκεῖ ἐκ τῆς Ἰνδοκίνας, ὅπου ὑπάρχουν δύο ἀκόμη ἄλλα τάγματα.: [629, 731, 842, 820]
headline-viaiopragiai: ΝΕΑΙ ΒΙΑΙΟΠΡΑΓΙΑΙ: [421, 780, 586, 797]
col4-p2: Ὁ κ. Πρωτοπαπᾶς ἀφικνεῖται αὔριον εἰς Σπάρτην, θὰ παραμείνῃ δ' ἐκεῖ μέχρι νεωτέρας διαταγῆς τοῦ Ὑπουργείου.: [859, 401, 1081, 460]
col1-p10: ΚΩΝ]ΠΟΛΙΣ, 13 Ἰουνίου (Ἐθνικὸν Πρακτορεῖον). Οἱ Νεότουρκοι ἀπηύθυναν πρὸς τὰς Δυνάμεις ἔκκλησιν, δι' ἧς ζητεῖται ἡ παῦσις τοῦ κακοθεώτου ἐν Τουρκίᾳ πολιτεύματος.: [163, 2124, 378, 2198]
col1-p6: Καὶ δὲν ὑπάρχει μὲν περίπτωσις ἀποκλεισμοῦ τῆς Πάρου λόγῳ τῆς τοιαύτης παραβάσεως τῶν ὑγειονομικῶν διατάξεων, ἀφοῦ ἡ χώρα δὲν διατρέχει κίνδυνον τινα, ἀλλ' ὑπεσχέθησαν τὰ ὑγιεινὰ κολάσεις τῶν κακοῦν ἐμπορεύματα. Ἐν τούτῳ περιπτώσει θὰ τιμωρηθῇ ὅστις ἢ ἐν ἐναντίᾳ περιπτώσει θὰ καταδιωχθῇ ποινικῶς ὁ πλοίαρχος τοῦ ἰατροφόρου.: [163, 1659, 378, 1822]
subtitle-tourkon: Τούρκων στρατιωτῶν.—Τραυματισμὸς ποιμένος: [890, 1709, 1050, 1739]
subtitle-apotelesma: Οὐδὲν ἀποτέλεσμα: [909, 484, 1031, 499]
subhead-pyrpoliseis: ΠΥΡΠΟΛΗΣΕΙΣ ΝΑΩΝ ΚΑΙ ΣΥΝΟΙΚΙΩΝ: [420, 804, 587, 834]
